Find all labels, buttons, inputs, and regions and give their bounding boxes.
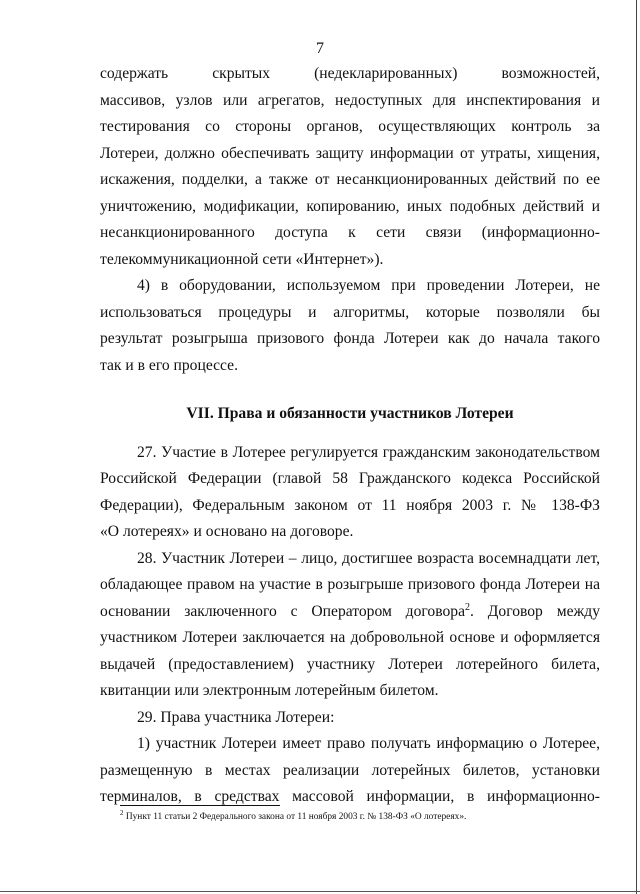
- paragraph-line: размещенную в местах реализации лотерейных билетов, установки: [100, 761, 600, 779]
- paragraph-27: [100, 440, 600, 546]
- section-heading: VII. Права и обязанности участников Лотереи: [186, 405, 514, 422]
- footnote-marker: 2: [120, 808, 124, 817]
- paragraph-line: массивов, узлов или агрегатов, недоступных для инспектирования и: [100, 91, 600, 109]
- scan-edge-right: [636, 0, 637, 894]
- paragraph-line: 29. Права участника Лотереи:: [137, 708, 335, 726]
- paragraph-line: Федерации), Федеральным законом от 11 ноября 2003 г. № 138-ФЗ: [100, 496, 600, 514]
- paragraph-line: телекоммуникационной сети «Интернет»).: [100, 250, 384, 268]
- spacer: [100, 379, 600, 401]
- paragraph-line: обладающее правом на участие в розыгрыше призового фонда Лотереи на: [100, 576, 600, 593]
- footnote-reference[interactable]: 2: [465, 601, 470, 613]
- paragraph-line: уничтожению, модификации, копированию, иных подобных действий и: [100, 197, 600, 215]
- paragraph-line: выдачей (предоставлением) участнику Лотереи лотерейного билета,: [100, 655, 600, 673]
- paragraph-line: 1) участник Лотереи имеет право получать информацию о Лотерее,: [137, 735, 600, 752]
- paragraph-line: результат розыгрыша призового фонда Лотереи как до начала такого: [100, 330, 600, 347]
- paragraph-line: терминалов, в средствах массовой информации, в информационно-: [100, 788, 600, 805]
- paragraph-line: участником Лотереи заключается на добровольной основе и оформляется: [100, 629, 600, 646]
- paragraph-29: [100, 705, 600, 811]
- paragraph-continuation: [100, 61, 600, 379]
- paragraph-line: 4) в оборудовании, используемом при проведении Лотереи, не: [137, 277, 600, 294]
- paragraph-line: 28. Участник Лотереи – лицо, достигшее возраста восемнадцати лет,: [137, 549, 600, 567]
- page-number: 7: [316, 40, 324, 57]
- paragraph-line: так и в его процессе.: [100, 356, 238, 374]
- footnote-separator: [120, 805, 280, 806]
- paragraph-line: Российской Федерации (главой 58 Гражданского кодекса Российской: [100, 470, 600, 487]
- paragraph-line: несанкционированного доступа к сети связи (информационно-: [100, 224, 600, 241]
- paragraph-line: использоваться процедуры и алгоритмы, которые позволяли бы: [100, 303, 600, 321]
- paragraph-line: содержать скрытых (недекларированных) возможностей,: [100, 65, 600, 82]
- paragraph-line: Лотереи, должно обеспечивать защиту информации от утраты, хищения,: [100, 144, 600, 162]
- paragraph-line: «О лотереях» и основано на договоре.: [100, 523, 354, 540]
- spacer: [100, 428, 600, 440]
- paragraph-line: квитанции или электронным лотерейным билетом.: [100, 682, 439, 699]
- footnote-text: Пункт 11 статьи 2 Федерального закона от 11 ноября 2003 г. № 138-ФЗ «О лотереях».: [123, 812, 467, 822]
- line-part: . Договор между: [470, 602, 600, 620]
- paragraph-line: искажения, подделки, а также от несанкционированных действий по ее: [100, 171, 600, 188]
- body-text: [100, 61, 600, 811]
- paragraph-line: 27. Участие в Лотерее регулируется гражданским законодательством: [137, 443, 600, 461]
- footnote: [120, 808, 600, 823]
- paragraph-line: [100, 599, 600, 626]
- paragraph-line: тестирования со стороны органов, осуществляющих контроль за: [100, 118, 600, 135]
- scan-edge-bottom: [0, 891, 640, 892]
- line-part: основании заключенного с Оператором договора: [100, 602, 465, 620]
- paragraph-28: [100, 546, 600, 705]
